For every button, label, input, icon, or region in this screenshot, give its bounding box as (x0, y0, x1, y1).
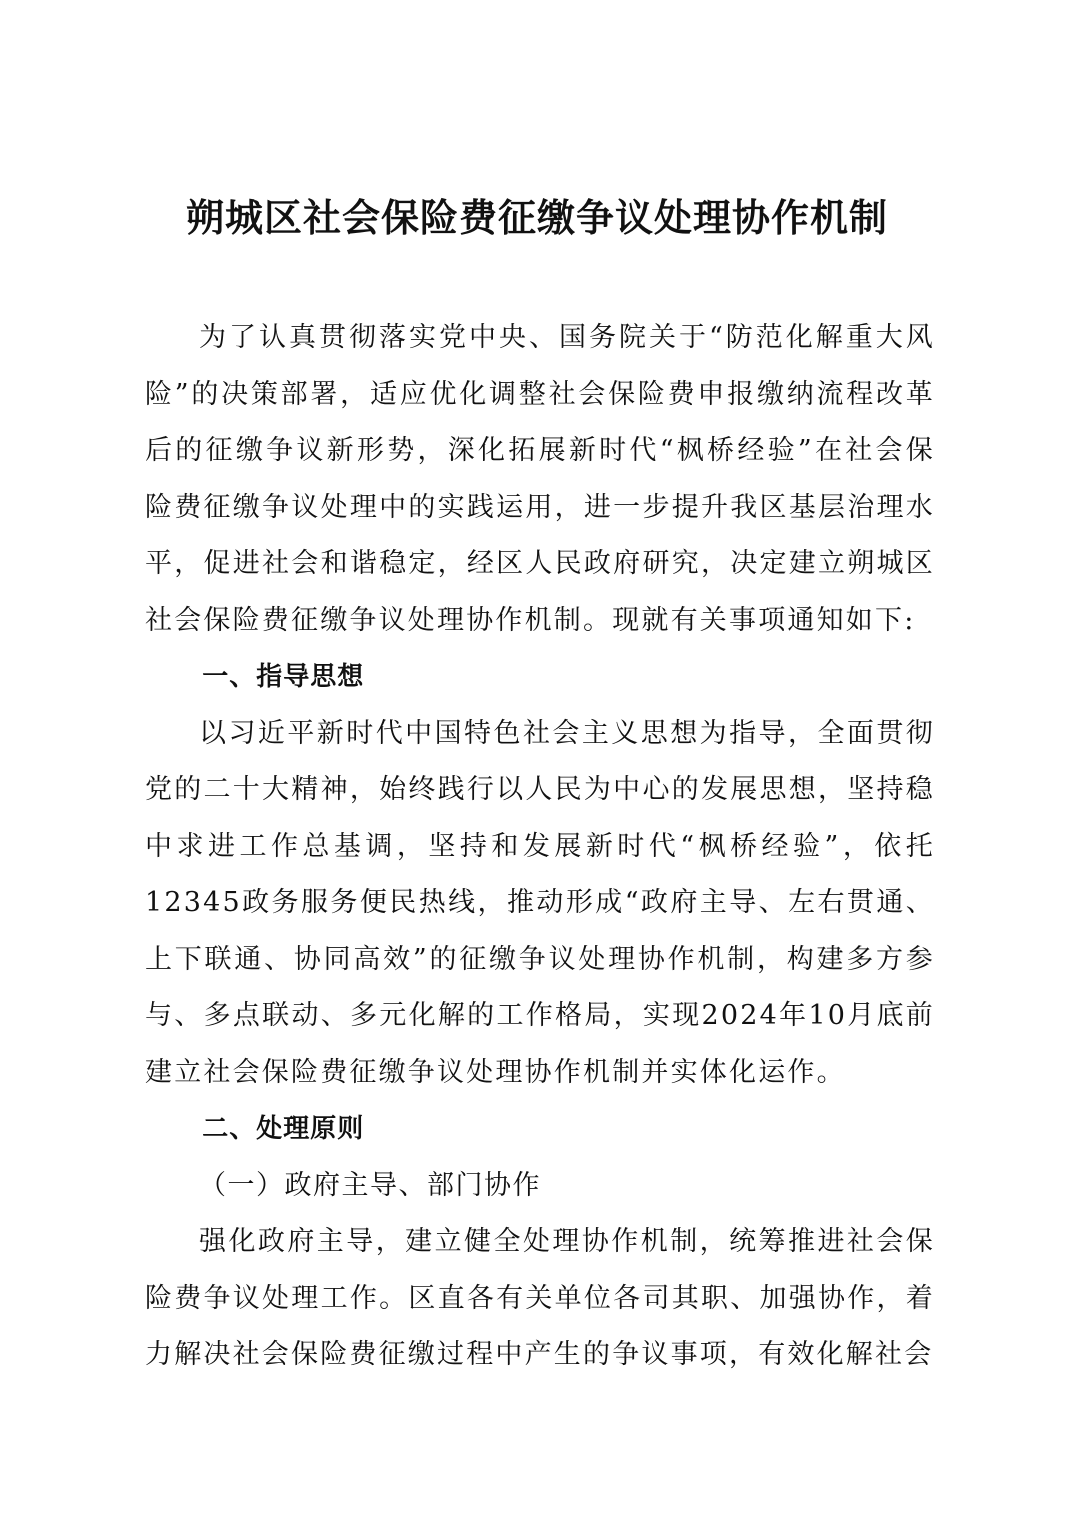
government-led-paragraph: 强化政府主导，建立健全处理协作机制，统筹推进社会保险费争议处理工作。区直各有关单位各司其职、加强协作，着力解决社会保险费征缴过程中产生的争议事项，有效化解社会 (145, 1226, 935, 1370)
guiding-ideology-paragraph: 以习近平新时代中国特色社会主义思想为指导，全面贯彻党的二十大精神，始终践行以人民为中心的发展思想，坚持稳中求进工作总基调，坚持和发展新时代“枫桥经验”，依托12345政务服务便民热线，推动形成“政府主导、左右贯通、上下联通、协同高效”的征缴争议处理协作机制，构建多方参与、多点联动、多元化解的工作格局，实现2024年10月底前建立社会保险费征缴争议处理协作机制并实体化运作。 (145, 717, 935, 1088)
section-heading-guiding-ideology: 一、指导思想 (202, 662, 365, 692)
subsection-heading-government-led: （一）政府主导、部门协作 (199, 1169, 541, 1201)
intro-paragraph: 为了认真贯彻落实党中央、国务院关于“防范化解重大风险”的决策部署，适应优化调整社会保险费申报缴纳流程改革后的征缴争议新形势，深化拓展新时代“枫桥经验”在社会保险费征缴争议处理中的实践运用，进一步提升我区基层治理水平，促进社会和谐稳定，经区人民政府研究，决定建立朔城区社会保险费征缴争议处理协作机制。现就有关事项通知如下: (145, 322, 935, 636)
document-title: 朔城区社会保险费征缴争议处理协作机制 (185, 196, 888, 240)
document-body (145, 310, 935, 1384)
section-heading-principles: 二、处理原则 (202, 1114, 365, 1144)
